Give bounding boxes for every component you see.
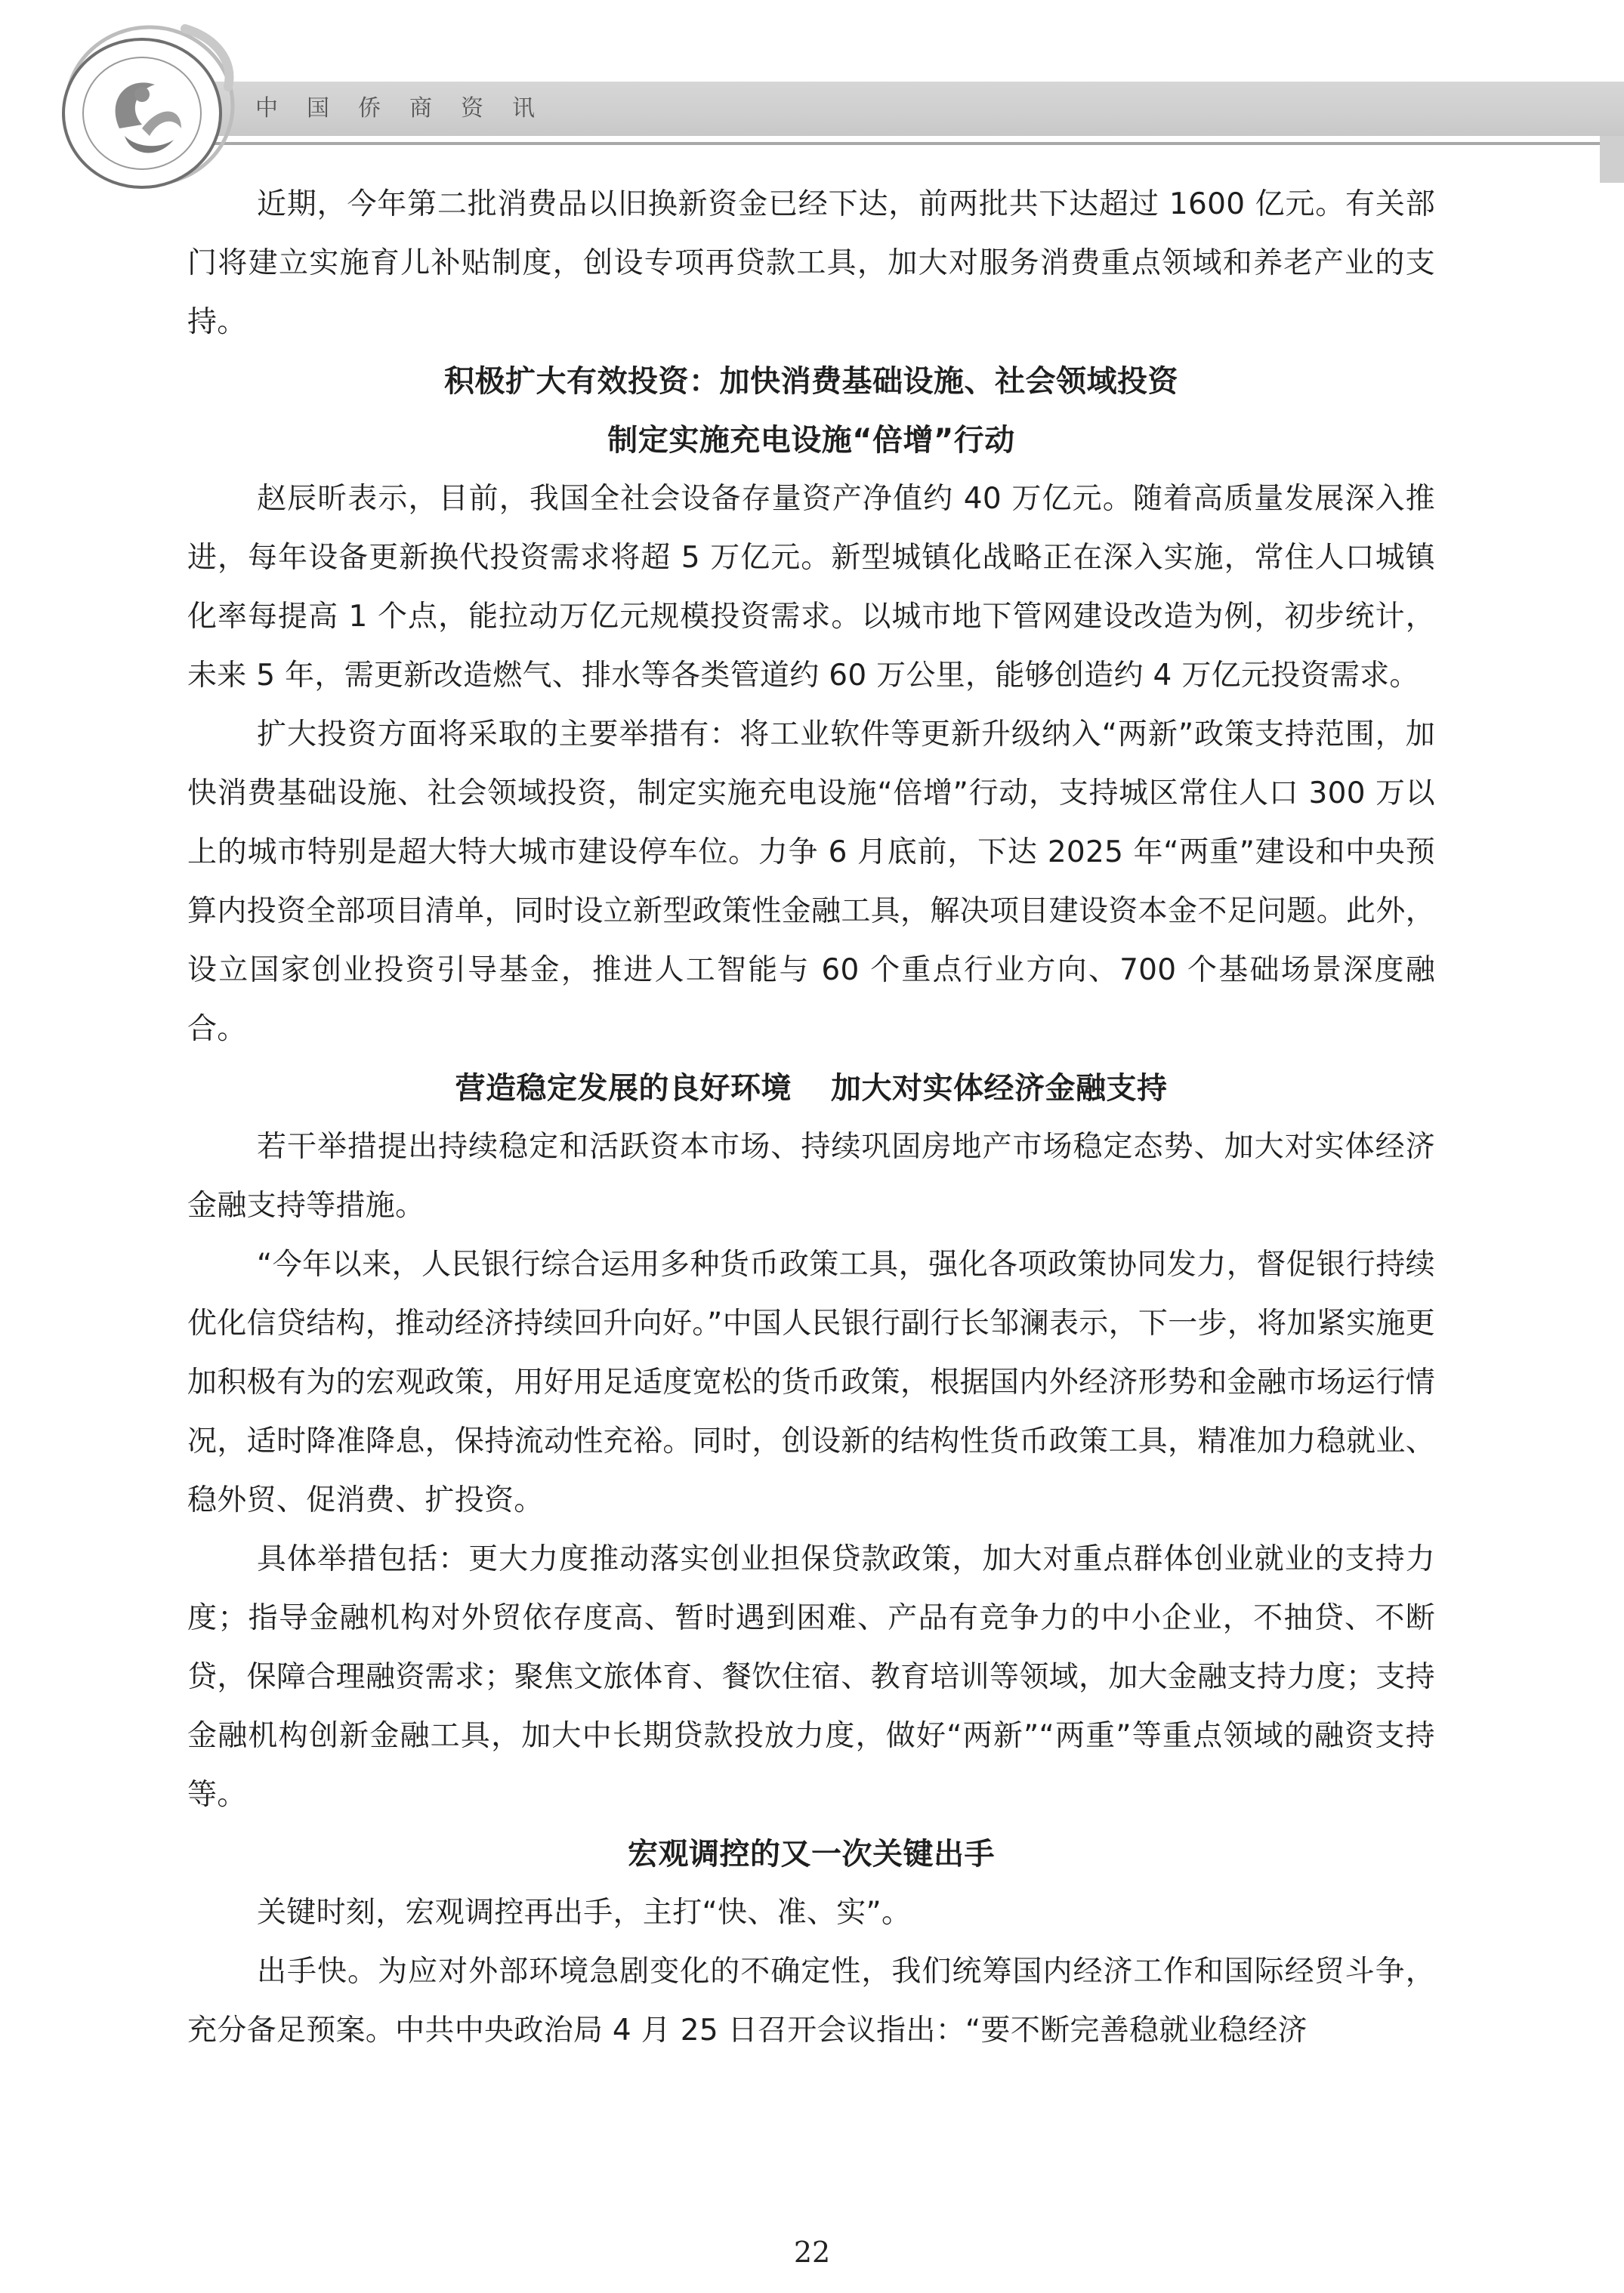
page-number: 22 <box>793 2236 831 2269</box>
paragraph: “今年以来，人民银行综合运用多种货币政策工具，强化各项政策协同发力，督促银行持续优化信贷结构，推动经济持续回升向好。”中国人民银行副行长邹澜表示，下一步，将加紧实施更加积极有为的宏观政策，用好用足适度宽松的货币政策，根据国内外经济形势和金融市场运行情况，适时降准降息，保持流动性充裕。同时，创设新的结构性货币政策工具，精准加力稳就业、稳外贸、促消费、扩投资。 <box>187 1248 1435 1517</box>
paragraph: 扩大投资方面将采取的主要举措有：将工业软件等更新升级纳入“两新”政策支持范围，加快消费基础设施、社会领域投资，制定实施充电设施“倍增”行动，支持城区常住人口 300 万以上的城市特别是超大特大城市建设停车位。力争 6 月底前，下达 2025 年“两重”建设和中央预算内投资全部项目清单，同时设立新型政策性金融工具，解决项目建设资本金不足问题。此外，设立国家创业投资引导基金，推进人工智能与 60 个重点行业方向、700 个基础场景深度融合。 <box>187 718 1435 1046</box>
section-heading <box>187 1059 1435 1118</box>
paragraph: 具体举措包括：更大力度推动落实创业担保贷款政策，加大对重点群体创业就业的支持力度；指导金融机构对外贸依存度高、暂时遇到困难、产品有竞争力的中小企业，不抽贷、不断贷，保障合理融资需求；聚焦文旅体育、餐饮住宿、教育培训等领域，加大金融支持力度；支持金融机构创新金融工具，加大中长期贷款投放力度，做好“两新”“两重”等重点领域的融资支持等。 <box>187 1542 1435 1812</box>
publisher-logo <box>53 15 257 189</box>
section-heading-part2: 加大对实体经济金融支持 <box>831 1071 1168 1106</box>
section-heading: 宏观调控的又一次关键出手 <box>628 1837 995 1872</box>
header-tail-block <box>1600 136 1624 183</box>
header-title: 中国侨商资讯 <box>255 95 563 122</box>
section-heading: 积极扩大有效投资：加快消费基础设施、社会领域投资 <box>444 364 1178 399</box>
paragraph: 出手快。为应对外部环境急剧变化的不确定性，我们统筹国内经济工作和国际经贸斗争，充分备足预案。中共中央政治局 4 月 25 日召开会议指出：“要不断完善稳就业稳经济 <box>187 1955 1435 2048</box>
paragraph: 若干举措提出持续稳定和活跃资本市场、持续巩固房地产市场稳定态势、加大对实体经济金融支持等措施。 <box>187 1130 1435 1223</box>
paragraph: 近期，今年第二批消费品以旧换新资金已经下达，前两批共下达超过 1600 亿元。有关部门将建立实施育儿补贴制度，创设专项再贷款工具，加大对服务消费重点领域和养老产业的支持。 <box>187 187 1435 339</box>
section-heading-part1: 营造稳定发展的良好环境 <box>455 1071 792 1106</box>
section-heading-line2: 制定实施充电设施“倍增”行动 <box>607 423 1015 458</box>
paragraph: 赵辰昕表示，目前，我国全社会设备存量资产净值约 40 万亿元。随着高质量发展深入推进，每年设备更新换代投资需求将超 5 万亿元。新型城镇化战略正在深入实施，常住人口城镇化率每提高 1 个点，能拉动万亿元规模投资需求。以城市地下管网建设改造为例，初步统计，未来 5 年，需更新改造燃气、排水等各类管道约 60 万公里，能够创造约 4 万亿元投资需求。 <box>187 482 1435 693</box>
header-rule <box>159 142 1624 145</box>
paragraph: 关键时刻，宏观调控再出手，主打“快、准、实”。 <box>257 1896 912 1930</box>
article-body <box>187 175 1435 2060</box>
logo-emblem-icon <box>53 15 257 189</box>
